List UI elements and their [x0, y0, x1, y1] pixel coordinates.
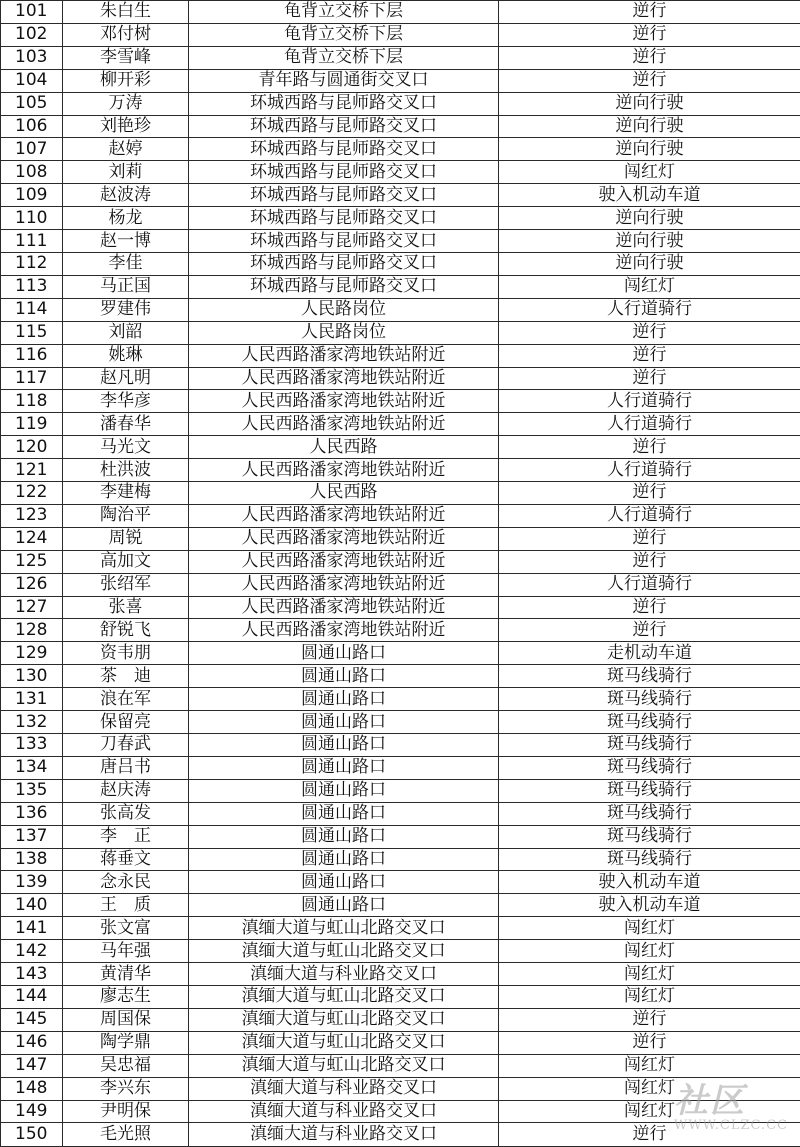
row-number-cell: 147	[1, 1054, 63, 1077]
location-cell: 滇缅大道与科业路交叉口	[189, 1123, 499, 1147]
violation-cell: 逆行	[499, 1031, 800, 1054]
location-cell: 环城西路与昆师路交叉口	[189, 138, 499, 161]
person-name-cell: 李建梅	[63, 482, 189, 505]
table-row	[1, 642, 800, 665]
row-number-cell: 131	[1, 688, 63, 711]
location-cell: 圆通山路口	[189, 711, 499, 734]
row-number-cell: 114	[1, 298, 63, 321]
row-number-cell: 112	[1, 252, 63, 275]
location-cell: 圆通山路口	[189, 894, 499, 917]
person-name-cell: 陶治平	[63, 504, 189, 527]
violation-cell: 逆行	[499, 596, 800, 619]
row-number-cell: 101	[1, 1, 63, 24]
person-name-cell: 张绍军	[63, 573, 189, 596]
person-name-cell: 高加文	[63, 550, 189, 573]
table-row	[1, 550, 800, 573]
violation-cell: 闯红灯	[499, 963, 800, 986]
row-number-cell: 106	[1, 115, 63, 138]
table-row	[1, 275, 800, 298]
row-number-cell: 133	[1, 734, 63, 757]
table-row	[1, 756, 800, 779]
table-row	[1, 161, 800, 184]
violation-cell: 斑马线骑行	[499, 665, 800, 688]
table-row	[1, 459, 800, 482]
row-number-cell: 107	[1, 138, 63, 161]
table-row	[1, 963, 800, 986]
violation-cell: 人行道骑行	[499, 298, 800, 321]
violation-cell: 斑马线骑行	[499, 802, 800, 825]
violation-cell: 斑马线骑行	[499, 756, 800, 779]
location-cell: 圆通山路口	[189, 756, 499, 779]
person-name-cell: 马正国	[63, 275, 189, 298]
person-name-cell: 王 质	[63, 894, 189, 917]
location-cell: 龟背立交桥下层	[189, 46, 499, 69]
violation-cell: 逆向行驶	[499, 138, 800, 161]
violation-cell: 斑马线骑行	[499, 825, 800, 848]
location-cell: 环城西路与昆师路交叉口	[189, 92, 499, 115]
violation-cell: 闯红灯	[499, 985, 800, 1008]
table-row	[1, 848, 800, 871]
person-name-cell: 马年强	[63, 940, 189, 963]
violation-cell: 逆行	[499, 527, 800, 550]
table-row	[1, 665, 800, 688]
row-number-cell: 126	[1, 573, 63, 596]
location-cell: 人民西路潘家湾地铁站附近	[189, 459, 499, 482]
table-row	[1, 207, 800, 230]
violation-cell: 逆向行驶	[499, 230, 800, 253]
person-name-cell: 赵一博	[63, 230, 189, 253]
row-number-cell: 137	[1, 825, 63, 848]
row-number-cell: 139	[1, 871, 63, 894]
watermark-url: WWW.CLZC.CC	[673, 1118, 788, 1133]
violation-cell: 闯红灯	[499, 1077, 800, 1100]
person-name-cell: 张文富	[63, 917, 189, 940]
table-row	[1, 46, 800, 69]
violation-cell: 逆行	[499, 367, 800, 390]
violation-cell: 闯红灯	[499, 1054, 800, 1077]
person-name-cell: 赵凡明	[63, 367, 189, 390]
person-name-cell: 毛光照	[63, 1123, 189, 1147]
location-cell: 人民西路潘家湾地铁站附近	[189, 413, 499, 436]
table-row	[1, 940, 800, 963]
person-name-cell: 资韦朋	[63, 642, 189, 665]
violation-cell: 斑马线骑行	[499, 779, 800, 802]
location-cell: 人民西路潘家湾地铁站附近	[189, 596, 499, 619]
row-number-cell: 130	[1, 665, 63, 688]
row-number-cell: 109	[1, 184, 63, 207]
row-number-cell: 123	[1, 504, 63, 527]
location-cell: 环城西路与昆师路交叉口	[189, 230, 499, 253]
table-row	[1, 344, 800, 367]
row-number-cell: 113	[1, 275, 63, 298]
person-name-cell: 李华彦	[63, 390, 189, 413]
table-row	[1, 734, 800, 757]
location-cell: 滇缅大道与虹山北路交叉口	[189, 1031, 499, 1054]
row-number-cell: 108	[1, 161, 63, 184]
table-row	[1, 504, 800, 527]
violation-cell: 闯红灯	[499, 275, 800, 298]
violation-cell: 驶入机动车道	[499, 871, 800, 894]
table-row	[1, 367, 800, 390]
location-cell: 人民西路潘家湾地铁站附近	[189, 573, 499, 596]
watermark-logo-text: 社区	[673, 1081, 746, 1121]
row-number-cell: 122	[1, 482, 63, 505]
table-row	[1, 711, 800, 734]
person-name-cell: 保留亮	[63, 711, 189, 734]
table-row	[1, 23, 800, 46]
person-name-cell: 李兴东	[63, 1077, 189, 1100]
table-row	[1, 1, 800, 24]
table-row	[1, 1077, 800, 1100]
violation-cell: 人行道骑行	[499, 573, 800, 596]
row-number-cell: 135	[1, 779, 63, 802]
person-name-cell: 周锐	[63, 527, 189, 550]
table-row	[1, 779, 800, 802]
location-cell: 圆通山路口	[189, 688, 499, 711]
violation-cell: 闯红灯	[499, 940, 800, 963]
location-cell: 人民西路潘家湾地铁站附近	[189, 550, 499, 573]
violation-cell: 斑马线骑行	[499, 848, 800, 871]
violation-cell: 闯红灯	[499, 1100, 800, 1123]
location-cell: 环城西路与昆师路交叉口	[189, 115, 499, 138]
person-name-cell: 赵波涛	[63, 184, 189, 207]
table-row	[1, 298, 800, 321]
person-name-cell: 杜洪波	[63, 459, 189, 482]
row-number-cell: 119	[1, 413, 63, 436]
table-row	[1, 184, 800, 207]
table-row	[1, 138, 800, 161]
table-row	[1, 436, 800, 459]
location-cell: 人民西路潘家湾地铁站附近	[189, 390, 499, 413]
person-name-cell: 浪在军	[63, 688, 189, 711]
location-cell: 环城西路与昆师路交叉口	[189, 252, 499, 275]
person-name-cell: 蒋垂文	[63, 848, 189, 871]
violation-cell: 逆向行驶	[499, 252, 800, 275]
violation-cell: 人行道骑行	[499, 459, 800, 482]
violation-cell: 逆行	[499, 69, 800, 92]
person-name-cell: 念永民	[63, 871, 189, 894]
table-row	[1, 825, 800, 848]
location-cell: 人民西路潘家湾地铁站附近	[189, 619, 499, 642]
location-cell: 人民路岗位	[189, 321, 499, 344]
location-cell: 龟背立交桥下层	[189, 1, 499, 24]
location-cell: 人民西路潘家湾地铁站附近	[189, 504, 499, 527]
location-cell: 人民西路潘家湾地铁站附近	[189, 367, 499, 390]
violation-cell: 逆行	[499, 436, 800, 459]
person-name-cell: 柳开彩	[63, 69, 189, 92]
location-cell: 龟背立交桥下层	[189, 23, 499, 46]
location-cell: 滇缅大道与虹山北路交叉口	[189, 985, 499, 1008]
location-cell: 圆通山路口	[189, 665, 499, 688]
location-cell: 滇缅大道与虹山北路交叉口	[189, 1054, 499, 1077]
person-name-cell: 杨龙	[63, 207, 189, 230]
row-number-cell: 124	[1, 527, 63, 550]
row-number-cell: 120	[1, 436, 63, 459]
person-name-cell: 陶学鼎	[63, 1031, 189, 1054]
row-number-cell: 105	[1, 92, 63, 115]
row-number-cell: 136	[1, 802, 63, 825]
table-row	[1, 894, 800, 917]
table-row	[1, 321, 800, 344]
location-cell: 圆通山路口	[189, 825, 499, 848]
table-row	[1, 596, 800, 619]
violation-cell: 驶入机动车道	[499, 894, 800, 917]
row-number-cell: 121	[1, 459, 63, 482]
violation-cell: 逆行	[499, 482, 800, 505]
location-cell: 人民西路	[189, 436, 499, 459]
person-name-cell: 黄清华	[63, 963, 189, 986]
table-row	[1, 230, 800, 253]
row-number-cell: 146	[1, 1031, 63, 1054]
person-name-cell: 刀春武	[63, 734, 189, 757]
location-cell: 圆通山路口	[189, 871, 499, 894]
violation-cell: 斑马线骑行	[499, 734, 800, 757]
person-name-cell: 马光文	[63, 436, 189, 459]
person-name-cell: 张喜	[63, 596, 189, 619]
row-number-cell: 149	[1, 1100, 63, 1123]
violation-cell: 逆行	[499, 1, 800, 24]
row-number-cell: 103	[1, 46, 63, 69]
person-name-cell: 周国保	[63, 1008, 189, 1031]
table-row	[1, 1008, 800, 1031]
row-number-cell: 128	[1, 619, 63, 642]
table-row	[1, 413, 800, 436]
violation-cell: 逆行	[499, 344, 800, 367]
location-cell: 滇缅大道与科业路交叉口	[189, 963, 499, 986]
violation-cell: 逆行	[499, 46, 800, 69]
person-name-cell: 李佳	[63, 252, 189, 275]
row-number-cell: 143	[1, 963, 63, 986]
table-row	[1, 1054, 800, 1077]
person-name-cell: 舒锐飞	[63, 619, 189, 642]
violation-cell: 走机动车道	[499, 642, 800, 665]
location-cell: 圆通山路口	[189, 734, 499, 757]
violation-cell: 逆向行驶	[499, 92, 800, 115]
row-number-cell: 125	[1, 550, 63, 573]
table-row	[1, 69, 800, 92]
row-number-cell: 138	[1, 848, 63, 871]
table-row	[1, 252, 800, 275]
person-name-cell: 刘艳珍	[63, 115, 189, 138]
row-number-cell: 148	[1, 1077, 63, 1100]
person-name-cell: 邓付树	[63, 23, 189, 46]
location-cell: 人民西路潘家湾地铁站附近	[189, 344, 499, 367]
person-name-cell: 廖志生	[63, 985, 189, 1008]
table-row	[1, 619, 800, 642]
row-number-cell: 141	[1, 917, 63, 940]
violation-cell: 人行道骑行	[499, 413, 800, 436]
location-cell: 滇缅大道与虹山北路交叉口	[189, 917, 499, 940]
location-cell: 圆通山路口	[189, 642, 499, 665]
table-row	[1, 1031, 800, 1054]
person-name-cell: 刘韶	[63, 321, 189, 344]
row-number-cell: 102	[1, 23, 63, 46]
location-cell: 滇缅大道与科业路交叉口	[189, 1077, 499, 1100]
violations-table-body	[1, 1, 800, 1147]
table-row	[1, 871, 800, 894]
location-cell: 圆通山路口	[189, 802, 499, 825]
row-number-cell: 116	[1, 344, 63, 367]
table-row	[1, 802, 800, 825]
row-number-cell: 110	[1, 207, 63, 230]
table-row	[1, 688, 800, 711]
location-cell: 滇缅大道与虹山北路交叉口	[189, 940, 499, 963]
location-cell: 人民路岗位	[189, 298, 499, 321]
violation-cell: 逆行	[499, 321, 800, 344]
row-number-cell: 145	[1, 1008, 63, 1031]
violation-cell: 逆行	[499, 550, 800, 573]
row-number-cell: 127	[1, 596, 63, 619]
person-name-cell: 姚琳	[63, 344, 189, 367]
row-number-cell: 111	[1, 230, 63, 253]
table-row	[1, 573, 800, 596]
location-cell: 青年路与圆通街交叉口	[189, 69, 499, 92]
person-name-cell: 刘莉	[63, 161, 189, 184]
person-name-cell: 唐吕书	[63, 756, 189, 779]
person-name-cell: 赵庆涛	[63, 779, 189, 802]
location-cell: 圆通山路口	[189, 848, 499, 871]
violation-cell: 人行道骑行	[499, 390, 800, 413]
location-cell: 环城西路与昆师路交叉口	[189, 275, 499, 298]
table-row	[1, 1100, 800, 1123]
location-cell: 人民西路潘家湾地铁站附近	[189, 527, 499, 550]
violation-cell: 闯红灯	[499, 161, 800, 184]
table-row	[1, 115, 800, 138]
person-name-cell: 尹明保	[63, 1100, 189, 1123]
table-row	[1, 390, 800, 413]
person-name-cell: 吴忠福	[63, 1054, 189, 1077]
violation-cell: 逆行	[499, 23, 800, 46]
person-name-cell: 赵婷	[63, 138, 189, 161]
row-number-cell: 117	[1, 367, 63, 390]
row-number-cell: 129	[1, 642, 63, 665]
row-number-cell: 115	[1, 321, 63, 344]
table-row	[1, 917, 800, 940]
table-row	[1, 1123, 800, 1147]
person-name-cell: 张高发	[63, 802, 189, 825]
table-row	[1, 527, 800, 550]
row-number-cell: 118	[1, 390, 63, 413]
violation-cell: 斑马线骑行	[499, 688, 800, 711]
row-number-cell: 144	[1, 985, 63, 1008]
violation-cell: 逆向行驶	[499, 207, 800, 230]
table-row	[1, 92, 800, 115]
violation-cell: 驶入机动车道	[499, 184, 800, 207]
person-name-cell: 万涛	[63, 92, 189, 115]
location-cell: 圆通山路口	[189, 779, 499, 802]
person-name-cell: 李雪峰	[63, 46, 189, 69]
table-row	[1, 482, 800, 505]
row-number-cell: 150	[1, 1123, 63, 1147]
location-cell: 滇缅大道与虹山北路交叉口	[189, 1008, 499, 1031]
person-name-cell: 茶 迪	[63, 665, 189, 688]
row-number-cell: 140	[1, 894, 63, 917]
violation-cell: 闯红灯	[499, 917, 800, 940]
violation-cell: 逆行	[499, 619, 800, 642]
location-cell: 环城西路与昆师路交叉口	[189, 184, 499, 207]
violation-cell: 斑马线骑行	[499, 711, 800, 734]
violation-cell: 逆行	[499, 1123, 800, 1147]
row-number-cell: 132	[1, 711, 63, 734]
violation-cell: 人行道骑行	[499, 504, 800, 527]
person-name-cell: 罗建伟	[63, 298, 189, 321]
row-number-cell: 134	[1, 756, 63, 779]
person-name-cell: 李 正	[63, 825, 189, 848]
location-cell: 环城西路与昆师路交叉口	[189, 161, 499, 184]
row-number-cell: 104	[1, 69, 63, 92]
person-name-cell: 朱白生	[63, 1, 189, 24]
violation-cell: 逆向行驶	[499, 115, 800, 138]
row-number-cell: 142	[1, 940, 63, 963]
person-name-cell: 潘春华	[63, 413, 189, 436]
location-cell: 环城西路与昆师路交叉口	[189, 207, 499, 230]
location-cell: 人民西路	[189, 482, 499, 505]
location-cell: 滇缅大道与科业路交叉口	[189, 1100, 499, 1123]
table-row	[1, 985, 800, 1008]
violation-cell: 逆行	[499, 1008, 800, 1031]
